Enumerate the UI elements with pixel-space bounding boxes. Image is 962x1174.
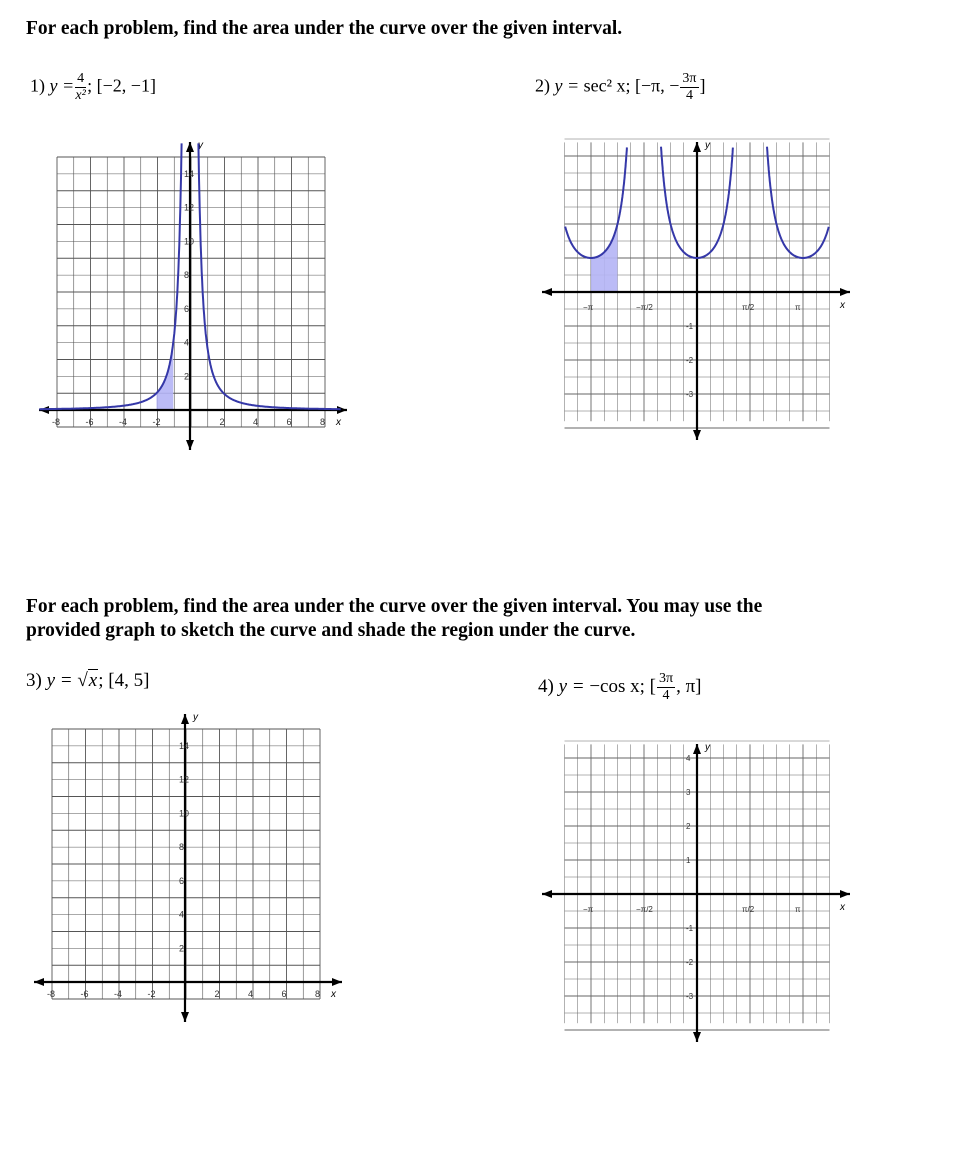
sqrt-argument: x: [88, 670, 98, 691]
problem-number: 4): [538, 675, 554, 697]
problem-number: 3): [26, 670, 42, 691]
x-tick-label: -6: [85, 417, 94, 427]
problem-number: 1): [30, 75, 45, 96]
y-tick-label: 3: [686, 788, 691, 797]
section1-heading: For each problem, find the area under the curve over the given interval.: [26, 18, 623, 39]
y-tick-label: 4: [179, 909, 185, 920]
y-tick-label: 1: [686, 856, 691, 865]
y-tick-label: 10: [184, 236, 195, 247]
y-tick-label: 12: [184, 202, 195, 213]
y-tick-label: 8: [179, 842, 185, 852]
graph-2: [538, 138, 858, 458]
numerator: 3π: [659, 671, 674, 686]
y-label: y =: [46, 670, 73, 691]
y-tick-label: -1: [686, 924, 694, 933]
y-tick-label: -2: [686, 958, 694, 967]
interval-open: [: [649, 675, 656, 697]
y-tick-label: 2: [184, 371, 190, 382]
interval-start: [−π, −: [635, 75, 680, 96]
x-tick-label: -2: [152, 417, 161, 427]
x-axis-label: x: [840, 300, 845, 311]
graph-3: [30, 710, 350, 1030]
y-tick-label: -3: [686, 390, 694, 399]
sqrt-sign: √: [77, 670, 88, 691]
interval-end: ]: [699, 75, 706, 96]
section2-heading-line2: provided graph to sketch the curve and shade the region under the curve.: [26, 620, 636, 641]
curve-left: [39, 143, 181, 409]
x-axis-label: x: [331, 989, 336, 1000]
y-tick-label: 8: [184, 270, 190, 280]
y-tick-label: 2: [686, 822, 691, 831]
y-tick-label: 4: [686, 754, 691, 763]
x-tick-label: π/2: [742, 303, 755, 312]
y-label: y =: [558, 675, 585, 697]
y-axis-label: y: [193, 712, 198, 723]
interval: ; [−2, −1]: [87, 75, 156, 96]
interval: ; [4, 5]: [98, 670, 150, 691]
numerator: 4: [77, 71, 85, 86]
y-axis-label: y: [705, 742, 710, 753]
problem-4: [538, 672, 702, 703]
x-tick-label: π: [795, 303, 801, 312]
x-tick-label: 6: [286, 417, 292, 427]
function: −cos x;: [589, 675, 645, 697]
x-tick-label: 4: [248, 989, 254, 999]
x-tick-label: 6: [281, 989, 287, 999]
y-tick-label: 2: [179, 943, 185, 954]
axes: [39, 142, 347, 450]
y-label: y =: [49, 75, 75, 96]
y-tick-label: 6: [184, 303, 190, 314]
x-tick-label: −π/2: [636, 303, 653, 312]
problem-3: [26, 670, 149, 692]
problem-1: [30, 72, 156, 103]
x-tick-label: -8: [52, 417, 61, 427]
x-tick-label: π/2: [742, 905, 755, 914]
fraction: [657, 672, 675, 703]
graph-1: [35, 138, 355, 458]
fraction: [75, 72, 86, 103]
x-axis-label: x: [336, 417, 341, 428]
x-tick-label: -4: [114, 989, 123, 999]
function: sec² x;: [583, 75, 631, 96]
curve-right: [198, 143, 340, 409]
y-tick-label: 6: [179, 875, 185, 886]
x-tick-label: -2: [147, 989, 156, 999]
y-tick-label: 14: [184, 168, 195, 179]
y-tick-label: -1: [686, 322, 694, 331]
y-tick-label: 4: [184, 337, 190, 348]
y-axis-label: y: [705, 140, 710, 151]
y-axis-label: y: [198, 140, 203, 151]
y-label: y =: [554, 75, 580, 96]
x-tick-label: 2: [219, 417, 225, 427]
x-tick-label: 2: [214, 989, 220, 999]
problem-number: 2): [535, 75, 550, 96]
denominator: 4: [662, 688, 670, 703]
denominator: 4: [685, 88, 693, 103]
interval-end: , π]: [676, 675, 702, 697]
x-tick-label: 8: [320, 417, 326, 427]
x-tick-label: 4: [253, 417, 259, 427]
numerator: 3π: [682, 71, 697, 86]
graph-4: [538, 740, 858, 1050]
x-tick-label: −π: [583, 905, 594, 914]
fraction: [680, 72, 698, 103]
y-tick-label: 10: [179, 808, 190, 819]
denominator: x²: [75, 88, 86, 103]
x-tick-label: 8: [315, 989, 321, 999]
y-tick-label: -2: [686, 356, 694, 365]
x-tick-label: -4: [119, 417, 128, 427]
x-axis-label: x: [840, 902, 845, 913]
y-tick-label: -3: [686, 992, 694, 1001]
y-tick-label: 12: [179, 774, 190, 785]
y-tick-label: 14: [179, 740, 190, 751]
x-tick-label: -8: [47, 989, 56, 999]
x-tick-label: −π: [583, 303, 594, 312]
x-tick-label: π: [795, 905, 801, 914]
x-tick-label: -6: [80, 989, 89, 999]
x-tick-label: −π/2: [636, 905, 653, 914]
problem-2: [535, 72, 706, 103]
section2-heading-line1: For each problem, find the area under the curve over the given interval. You may use the: [26, 596, 763, 617]
